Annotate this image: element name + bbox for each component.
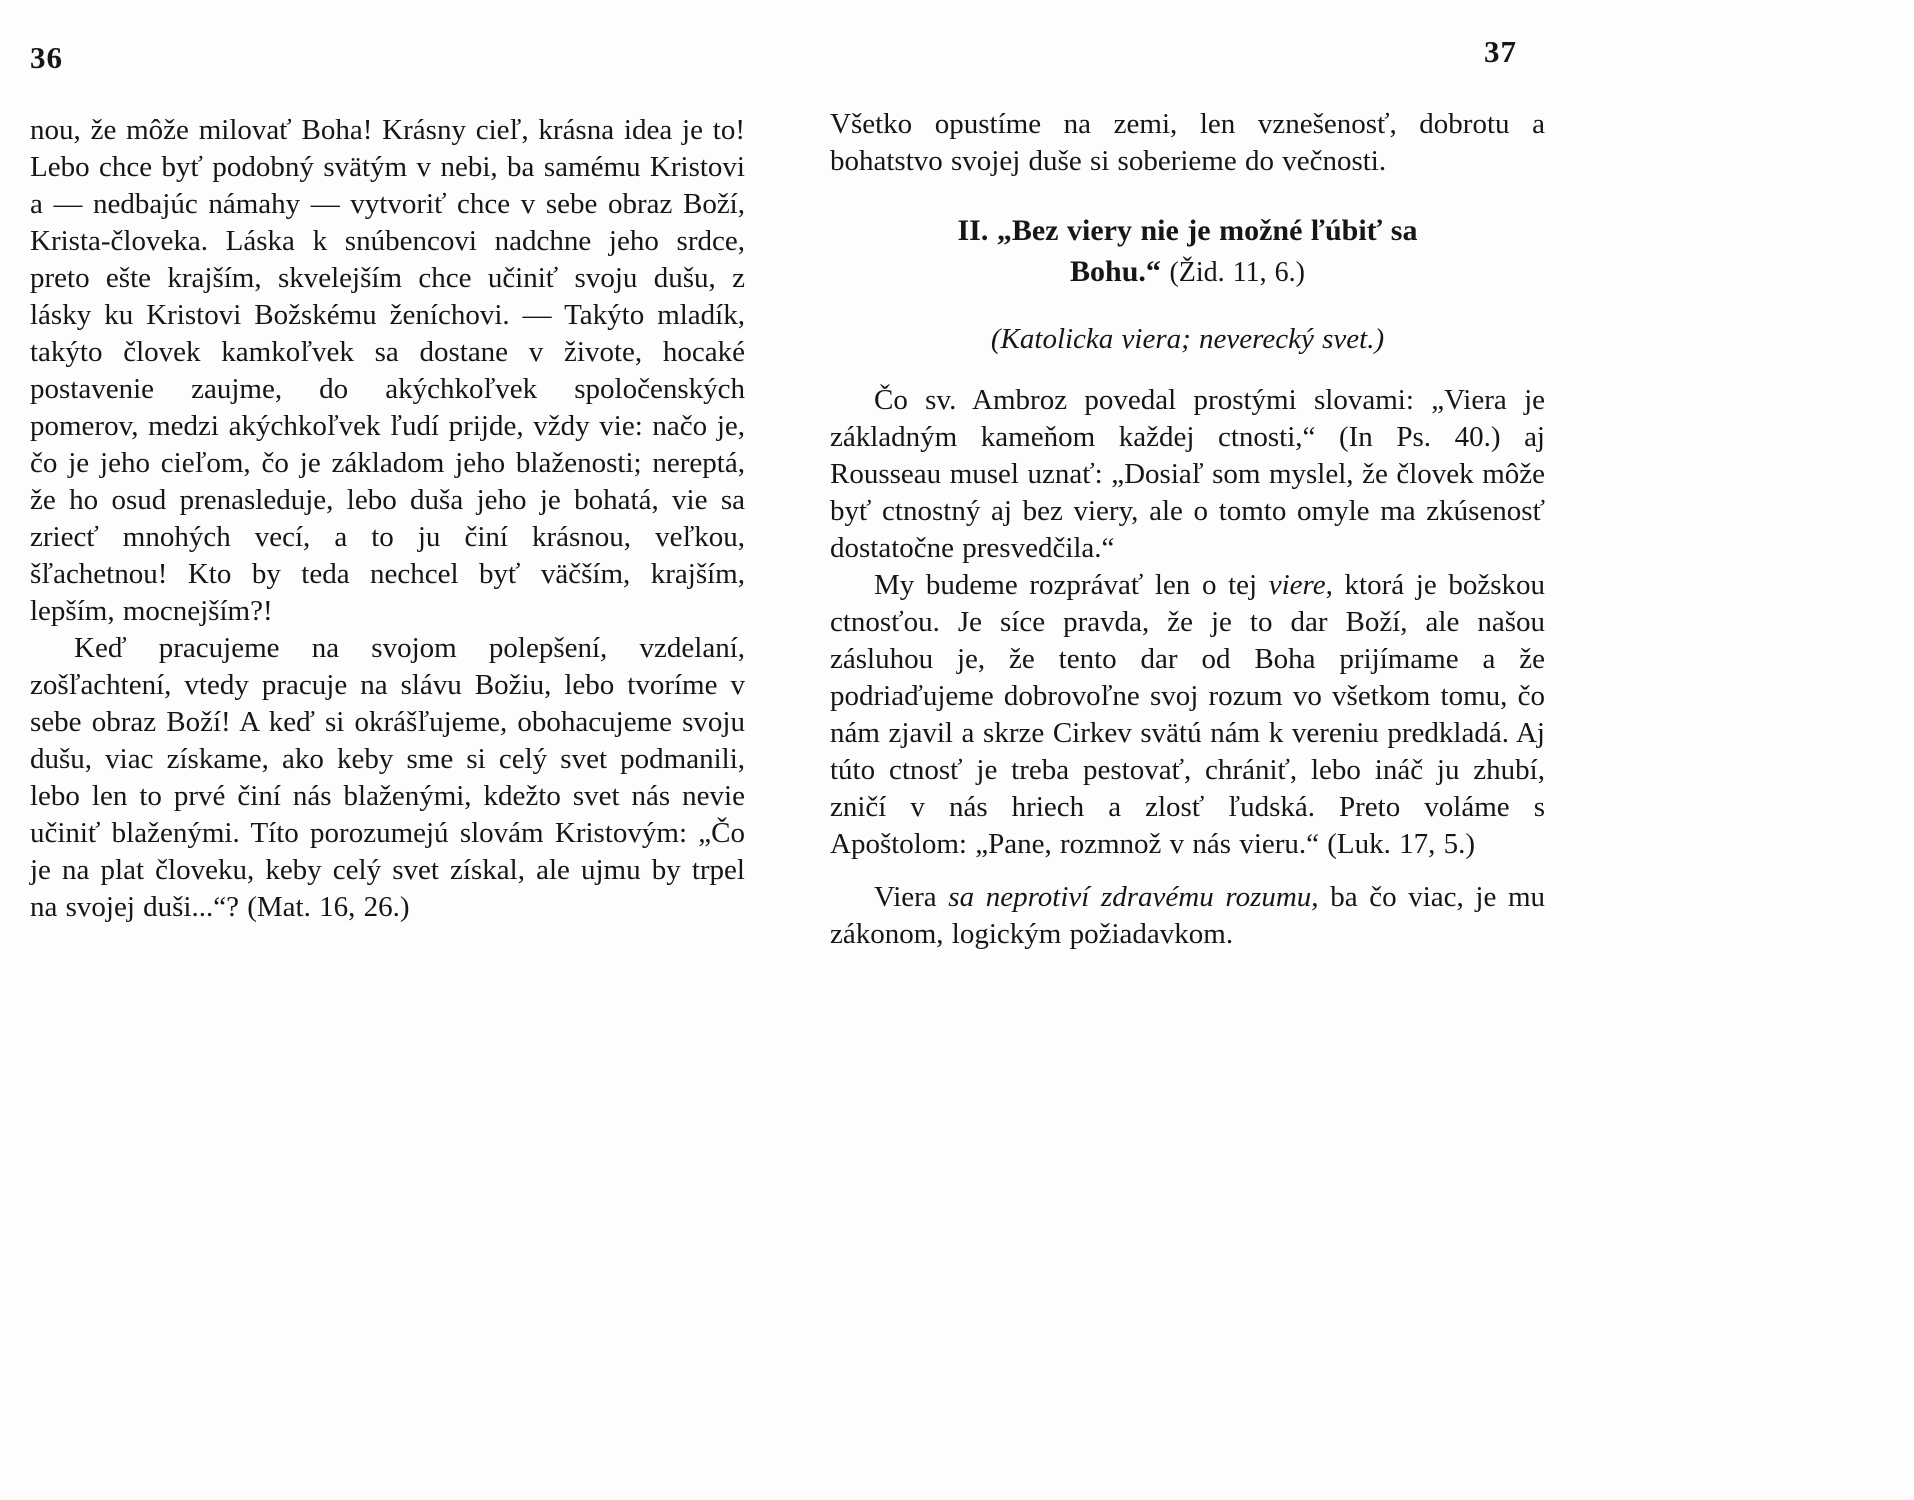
paragraph: nou, že môže milovať Boha! Krásny cieľ, krásna idea je to! Lebo chce byť podobný svätým v nebi, ba samému Kristovi a — nedbajúc námahy — vytvoriť chce v sebe obraz Boží, Krista-človeka. Láska k snúbencovi nadchne jeho srdce, preto ešte krajším, skvelejším chce učiniť svoju dušu, z lásky ku Kristovi Božskému ženíchovi. — Takýto mladík, takýto človek kamkoľvek sa dostane v živote, hocaké postavenie zaujme, do akýchkoľvek spoločenských pomerov, medzi akýchkoľvek ľudí prijde, vždy vie: načo je, čo je jeho cieľom, čo je základom jeho blaženosti; nereptá, že ho osud prenasleduje, lebo duša jeho je bohatá, vie sa zriecť mnohých vecí, a to ju činí krásnou, veľkou, šľachetnou! Kto by teda nechcel byť väčším, krajším, lepším, mocnejším?! (30, 114, 745, 627)
paragraph (830, 567, 1545, 863)
text-run: ba čo viac, je mu zákonom, logickým požiadavkom. (830, 881, 1546, 950)
page-number-left: 36 (30, 40, 63, 75)
page-left-text-column (30, 112, 745, 926)
text-run: ktorá je božskou ctnosťou. Je síce pravda, že je to dar Boží, ale našou zásluhou je, že tento dar od Boha prijímame a že podriaďujeme dobrovoľne svoj rozum vo všetkom tomu, čo nám zjavil a skrze Cirkev svätú nám k vereniu predkladá. Aj túto ctnosť je treba pestovať, chrániť, lebo ináč ju zhubí, zničí v nás hriech a zlosť ľudská. Preto voláme s Apoštolom: „Pane, rozmnož v nás vieru.“ (Luk. 17, 5.) (830, 569, 1546, 860)
paragraph (830, 879, 1545, 953)
paragraph: Všetko opustíme na zemi, len vznešenosť, dobrotu a bohatstvo svojej duše si soberieme do večnosti. (830, 108, 1545, 177)
emphasized-text: viere, (1268, 569, 1333, 601)
text-run: My budeme rozprávať len o tej (874, 569, 1269, 601)
page-number-right: 37 (1484, 34, 1517, 69)
scripture-citation: (Žid. 11, 6.) (1169, 257, 1305, 288)
section-subheading: (Katolicka viera; neverecký svet.) (990, 323, 1385, 355)
page-right-text-column (830, 106, 1545, 953)
paragraph: Čo sv. Ambroz povedal prostými slovami: „Viera je základným kameňom každej ctnosti,“ (In Ps. 40.) aj Rousseau musel uznať: „Dosiaľ som myslel, že človek môže byť ctnostný aj bez viery, ale o tomto omyle ma zkúsenosť dostatočne presvedčila.“ (830, 384, 1545, 564)
section-heading (830, 210, 1545, 293)
section-heading-line1: II. „Bez viery nie je možné ľúbiť sa (957, 214, 1418, 247)
emphasized-text: sa neprotiví zdravému rozumu, (948, 881, 1319, 913)
text-run: Viera (874, 881, 949, 913)
section-heading-line2: Bohu.“ (1070, 255, 1161, 288)
paragraph: Keď pracujeme na svojom polepšení, vzdelaní, zošľachtení, vtedy pracuje na slávu Božiu, lebo tvoríme v sebe obraz Boží! A keď si okrášľujeme, obohacujeme svoju dušu, viac získame, ako keby sme si celý svet podmanili, lebo len to prvé činí nás blaženými, kdežto svet nás nevie učiniť blaženými. Títo porozumejú slovám Kristovým: „Čo je na plat človeku, keby celý svet získal, ale ujmu by trpel na svojej duši...“? (Mat. 16, 26.) (30, 632, 745, 923)
